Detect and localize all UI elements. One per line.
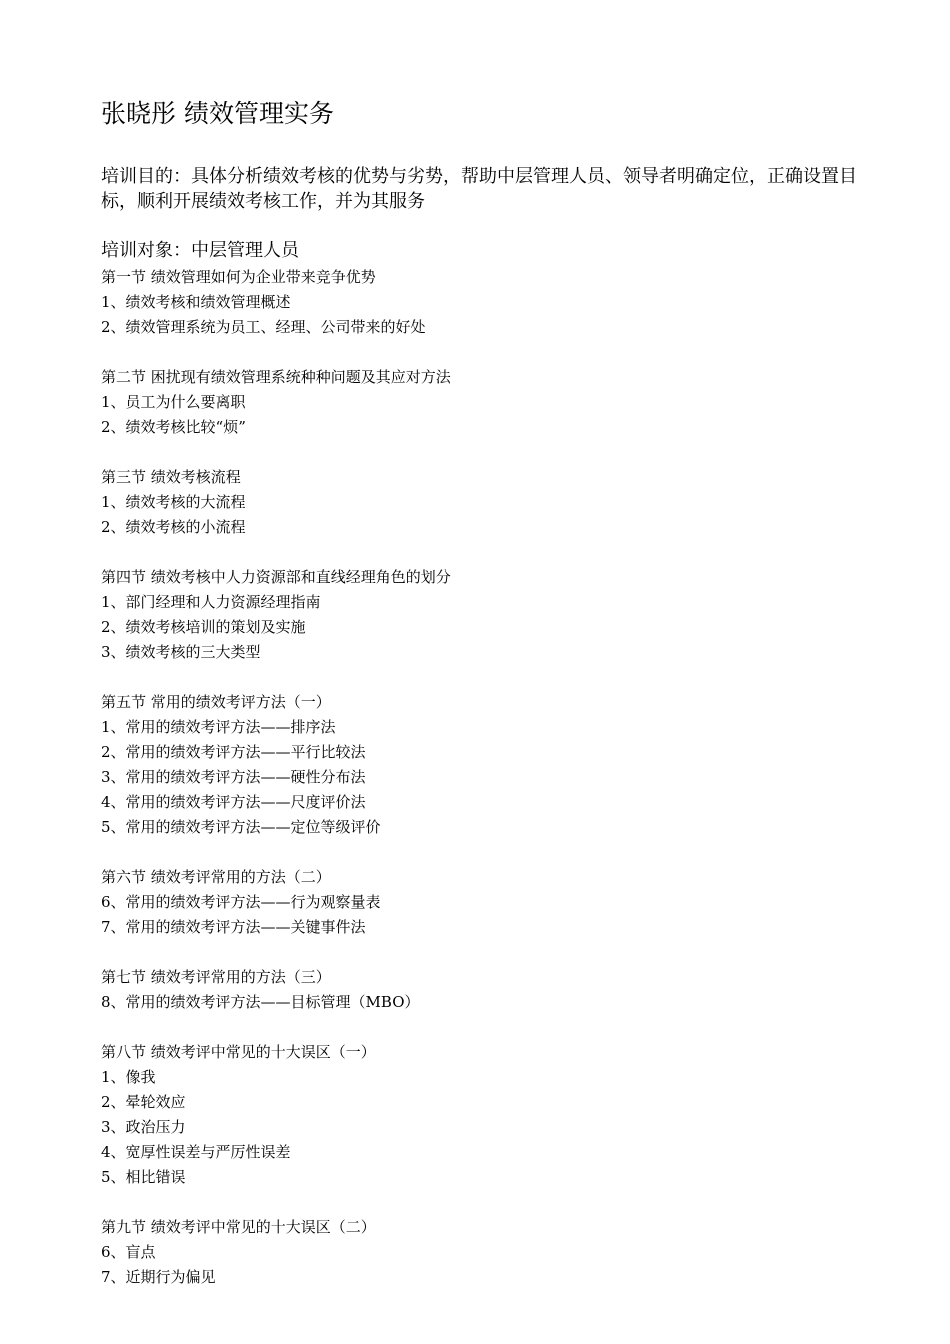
training-audience: 培训对象：中层管理人员 [101,240,299,261]
section-item: 2、绩效考核培训的策划及实施 [101,618,306,636]
section-item: 7、常用的绩效考评方法——关键事件法 [101,918,366,936]
course-outline [101,265,861,1315]
outline-section [101,565,861,665]
section-item: 2、绩效管理系统为员工、经理、公司带来的好处 [101,318,426,336]
section-item: 5、常用的绩效考评方法——定位等级评价 [101,818,381,836]
section-heading: 第二节 困扰现有绩效管理系统种种问题及其应对方法 [101,368,451,386]
section-item: 5、相比错误 [101,1168,186,1186]
section-item: 1、绩效考核的大流程 [101,493,246,511]
section-heading: 第六节 绩效考评常用的方法（二） [101,868,331,886]
section-item: 3、政治压力 [101,1118,186,1136]
section-item: 2、绩效考核的小流程 [101,518,246,536]
outline-section [101,1040,861,1190]
section-heading: 第八节 绩效考评中常见的十大误区（一） [101,1043,376,1061]
section-item: 2、常用的绩效考评方法——平行比较法 [101,743,366,761]
section-item: 6、盲点 [101,1243,156,1261]
section-item: 2、绩效考核比较“烦” [101,418,246,436]
section-heading: 第七节 绩效考评常用的方法（三） [101,968,331,986]
section-item: 1、常用的绩效考评方法——排序法 [101,718,336,736]
document-title: 张晓彤 绩效管理实务 [101,99,334,128]
outline-section [101,265,861,340]
section-item: 6、常用的绩效考评方法——行为观察量表 [101,893,381,911]
section-heading: 第一节 绩效管理如何为企业带来竞争优势 [101,268,376,286]
section-item: 8、常用的绩效考评方法——目标管理（MBO） [101,993,420,1011]
training-purpose: 培训目的：具体分析绩效考核的优势与劣势，帮助中层管理人员、领导者明确定位，正确设置目标，顺利开展绩效考核工作，并为其服务 [101,166,857,212]
section-heading: 第五节 常用的绩效考评方法（一） [101,693,331,711]
section-item: 1、像我 [101,1068,156,1086]
outline-section [101,465,861,540]
outline-section [101,365,861,440]
section-item: 1、员工为什么要离职 [101,393,246,411]
section-item: 4、常用的绩效考评方法——尺度评价法 [101,793,366,811]
section-heading: 第九节 绩效考评中常见的十大误区（二） [101,1218,376,1236]
section-item: 7、近期行为偏见 [101,1268,216,1286]
section-item: 3、常用的绩效考评方法——硬性分布法 [101,768,366,786]
section-item: 1、部门经理和人力资源经理指南 [101,593,321,611]
outline-section [101,1215,861,1290]
outline-section [101,865,861,940]
section-heading: 第三节 绩效考核流程 [101,468,241,486]
section-item: 4、宽厚性误差与严厉性误差 [101,1143,291,1161]
outline-section [101,965,861,1015]
section-heading: 第四节 绩效考核中人力资源部和直线经理角色的划分 [101,568,451,586]
outline-section [101,690,861,840]
section-item: 3、绩效考核的三大类型 [101,643,261,661]
section-item: 2、晕轮效应 [101,1093,186,1111]
section-item: 1、绩效考核和绩效管理概述 [101,293,291,311]
